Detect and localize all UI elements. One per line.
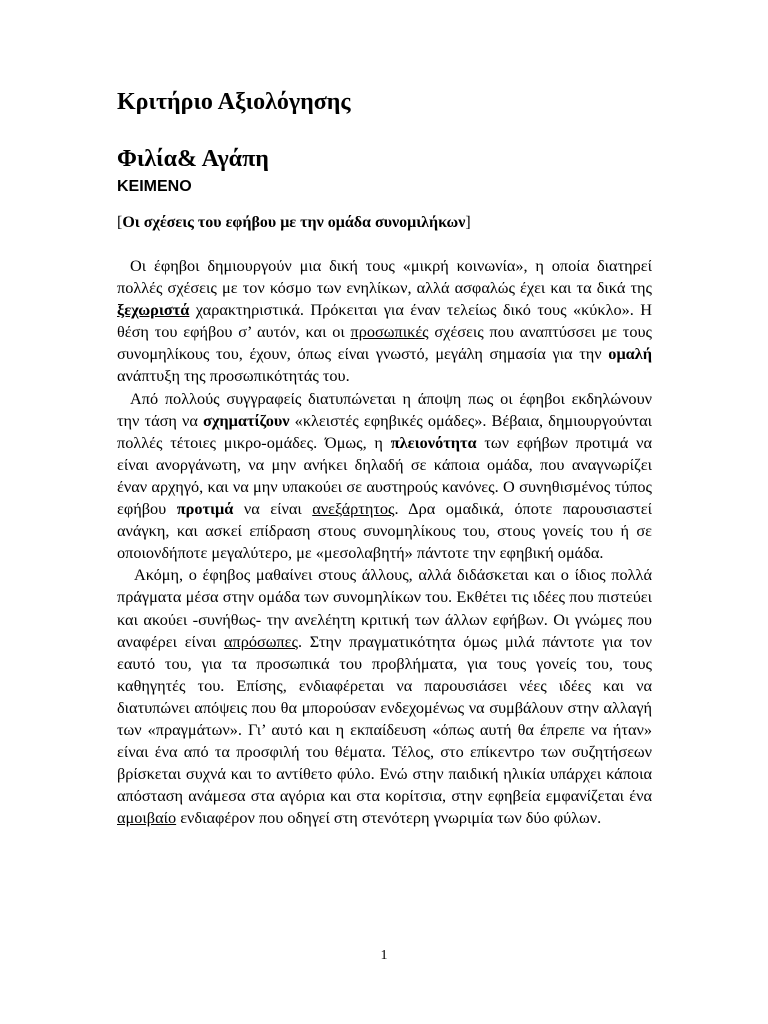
p2-underline-1: ανεξάρτητος [312, 499, 395, 519]
page-number: 1 [380, 948, 388, 963]
p3-text-2: . Στην πραγματικότητα όμως μιλά πάντοτε για τον εαυτό του, για τα προσωπικά του προβλήματα, για τους γονείς του, τους καθηγητές του. Επίσης, ενδιαφέρεται να παρουσιάσει νέες ιδέες και να διατυπώνει απόψεις που θα μπορούσαν ενδεχομένως να συμβάλουν στην αλλαγή των «πραγμάτων». Γι’ αυτό και η εκπαίδευση «όπως αυτή θα έπρεπε να ήταν» είναι ένα από τα προσφιλή του θέματα. Τέλος, στο επίκεντρο των συζητήσεων βρίσκεται συχνά και το αντίθετο φύλο. Ενώ στην παιδική ηλικία υπάρχει κάποια απόσταση ανάμεσα στα αγόρια και στα κορίτσια, στην εφηβεία εμφανίζεται ένα [117, 631, 652, 806]
document-subtitle: Φιλία& Αγάπη [117, 146, 269, 172]
p2-bold-2: πλειονότητα [390, 432, 477, 452]
heading-bracket-close: ] [465, 214, 471, 231]
p2-text-2: «κλειστές εφηβικές ομάδες». Βέβαια, δημιουργούνται πολλές τέτοιες μικρο-ομάδες. Όμως, η [117, 410, 652, 452]
body-text [117, 255, 652, 829]
document-title: Κριτήριο Αξιολόγησης [117, 89, 351, 115]
p1-underline-1: προσωπικές [350, 322, 429, 342]
p2-text-4: να είναι [233, 499, 313, 519]
text-heading [117, 214, 471, 232]
p1-text-1: Οι έφηβοι δημιουργούν μια δική τους «μικρή κοινωνία», η οποία διατηρεί πολλές σχέσεις με τον κόσμο των ενηλίκων, αλλά ασφαλώς έχει και τα δικά της [117, 256, 652, 298]
p3-underline-2: αμοιβαίο [117, 808, 177, 828]
p1-emph-1: ξεχωριστά [117, 300, 190, 320]
p3-text-1: Ακόμη, ο έφηβος μαθαίνει στους άλλους, αλλά διδάσκεται και ο ίδιος πολλά πράγματα μέσα στην ομάδα των συνομηλίκων του. Εκθέτει τις ιδέες που πιστεύει και ακούει -συνήθως- την ανελέητη κριτική των άλλων εφήβων. Οι γνώμες που αναφέρει είναι [117, 565, 652, 651]
p3-text-3: ενδιαφέρον που οδηγεί στη στενότερη γνωριμία των δύο φύλων. [176, 808, 602, 828]
heading-bracket-open: [ [117, 214, 123, 231]
paragraph-3 [117, 564, 652, 829]
paragraph-1 [117, 255, 652, 388]
section-kicker: ΚΕΙΜΕΝΟ [117, 178, 192, 195]
p2-bold-3: προτιμά [176, 499, 234, 519]
p1-text-2: χαρακτηριστικά. Πρόκειται για έναν τελείως δικό τους «κύκλο». Η θέση του εφήβου σ’ αυτόν, και οι [117, 300, 652, 342]
p3-underline-1: απρόσωπες [223, 631, 298, 651]
p2-text-3: των εφήβων προτιμά να είναι ανοργάνωτη, να μην ανήκει δηλαδή σε κάποια ομάδα, που αναγνωρίζει έναν αρχηγό, και να μην υπακούει σε αυστηρούς κανόνες. Ο συνηθισμένος τύπος εφήβου [117, 432, 652, 519]
p1-text-3: σχέσεις που αναπτύσσει με τους συνομηλίκους του, έχουν, όπως είναι γνωστό, μεγάλη σημασία για την [117, 322, 652, 364]
p1-text-4: ανάπτυξη της προσωπικότητάς του. [117, 366, 350, 386]
p2-bold-1: σχηματίζουν [203, 410, 290, 430]
p2-text-1: Από πολλούς συγγραφείς διατυπώνεται η άποψη πως οι έφηβοι εκδηλώνουν την τάση να [117, 388, 652, 430]
paragraph-2 [117, 388, 652, 565]
p1-bold-2: ομαλή [608, 344, 652, 364]
heading-text: Οι σχέσεις του εφήβου με την ομάδα συνομιλήκων [122, 214, 466, 231]
p2-text-5: . Δρα ομαδικά, όποτε παρουσιαστεί ανάγκη, και ασκεί επίδραση στους συνομηλίκους του, στους γονείς του ή σε οποιονδήποτε μεγαλύτερο, με «μεσολαβητή» πάντοτε την εφηβική ομάδα. [117, 499, 653, 563]
